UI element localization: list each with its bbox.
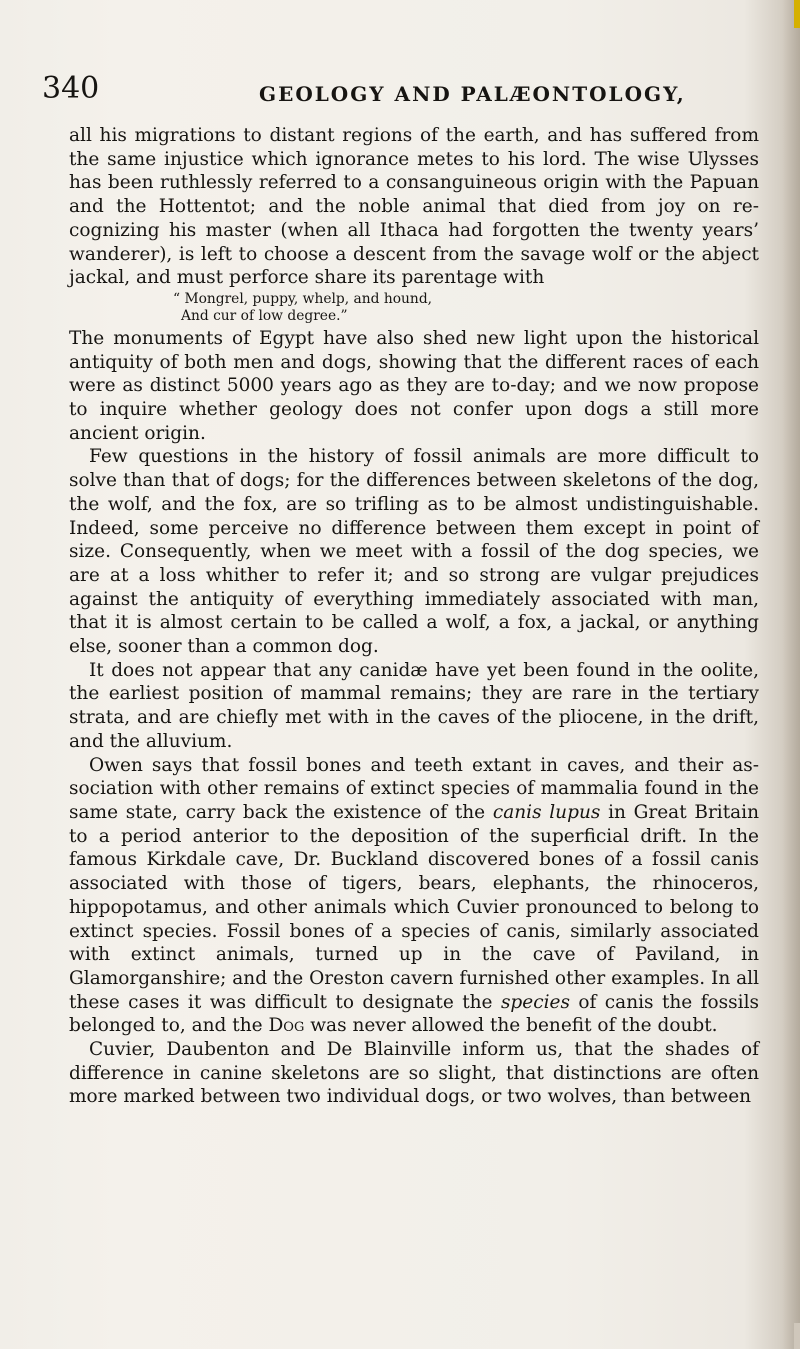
paragraph-5-text-4: was never allowed the benefit of the doubt. [304,1015,718,1037]
page-number: 340 [42,71,100,106]
paragraph-4: It does not appear that any canidæ have yet been found in the oolite, the earliest position of mammal remains; they are rare in the tertiary strata, and are chiefly met with in the caves of the pliocene, in the drift, and the alluvium. [69,659,759,752]
small-caps-dog: Dog [268,1015,305,1037]
paragraph-5-text-3: of canis the fossils belonged to, and the [69,991,759,1037]
page-edge-shadow [782,0,800,1349]
italic-canis-lupus: canis lupus [492,801,601,823]
paragraph-1: all his migrations to distant regions of the earth, and has suffered from the same injustice which ignorance metes to his lord. The wise Ulysses has been ruthlessly referred to a consanguineous origin with the Papuan and the Hottentot; and the noble animal that died from joy on recognizing his master (when all Ithaca had forgotten the twenty years’ wanderer), is left to choose a descent from the savage wolf or the abject jackal, and must perforce share its parentage with [69,125,759,289]
paragraph-6: Cuvier, Daubenton and De Blainville inform us, that the shades of difference in canine skeletons are so slight, that distinctions are often more marked between two individual dogs, or two wolves, than between [69,1039,759,1108]
quote-line-2: And cur of low degree.” [181,308,348,325]
paragraph-5-text-1: Owen says that fossil bones and teeth extant in caves, and their association with other remains of extinct species of mammalia found in the same state, carry back the existence of the [69,754,759,823]
paragraph-5 [69,754,759,1038]
verse-quotation [69,291,759,326]
bottom-edge-tab [794,1323,800,1349]
body-text [69,124,759,1109]
paragraph-5-text-2: in Great Britain to a period anterior to the deposition of the superficial drift. In the famous Kirkdale cave, Dr. Buckland discovered bones of a fossil canis associated with those of tigers, bears, elephants, the rhinoceros, hippopotamus, and other animals which Cuvier pronounced to belong to extinct species. Fossil bones of a species of canis, similarly associated with extinct animals, turned up in the cave of Paviland, in Glamorganshire; and the Oreston cavern furnished other examples. In all these cases it was difficult to designate the [69,801,759,1013]
paragraph-2: The monuments of Egypt have also shed new light upon the historical antiquity of both men and dogs, showing that the different races of each were as distinct 5000 years ago as they are to-day; and we now propose to inquire whether geology does not confer upon dogs a still more ancient origin. [69,327,759,444]
running-head: GEOLOGY AND PALÆONTOLOGY, [259,82,686,106]
top-edge-tab [794,0,800,28]
quote-line-1: “ Mongrel, puppy, whelp, and hound, [173,290,433,307]
italic-species: species [500,991,570,1013]
paragraph-3: Few questions in the history of fossil animals are more difficult to solve than that of dogs; for the differences between skeletons of the dog, the wolf, and the fox, are so trifling as to be almost undistinguishable. Indeed, some perceive no difference between them except in point of size. Consequently, when we meet with a fossil of the dog species, we are at a loss whither to refer it; and so strong are vulgar prejudices against the antiquity of everything immediately associated with man, that it is almost certain to be called a wolf, a fox, a jackal, or anything else, sooner than a common dog. [69,446,759,658]
